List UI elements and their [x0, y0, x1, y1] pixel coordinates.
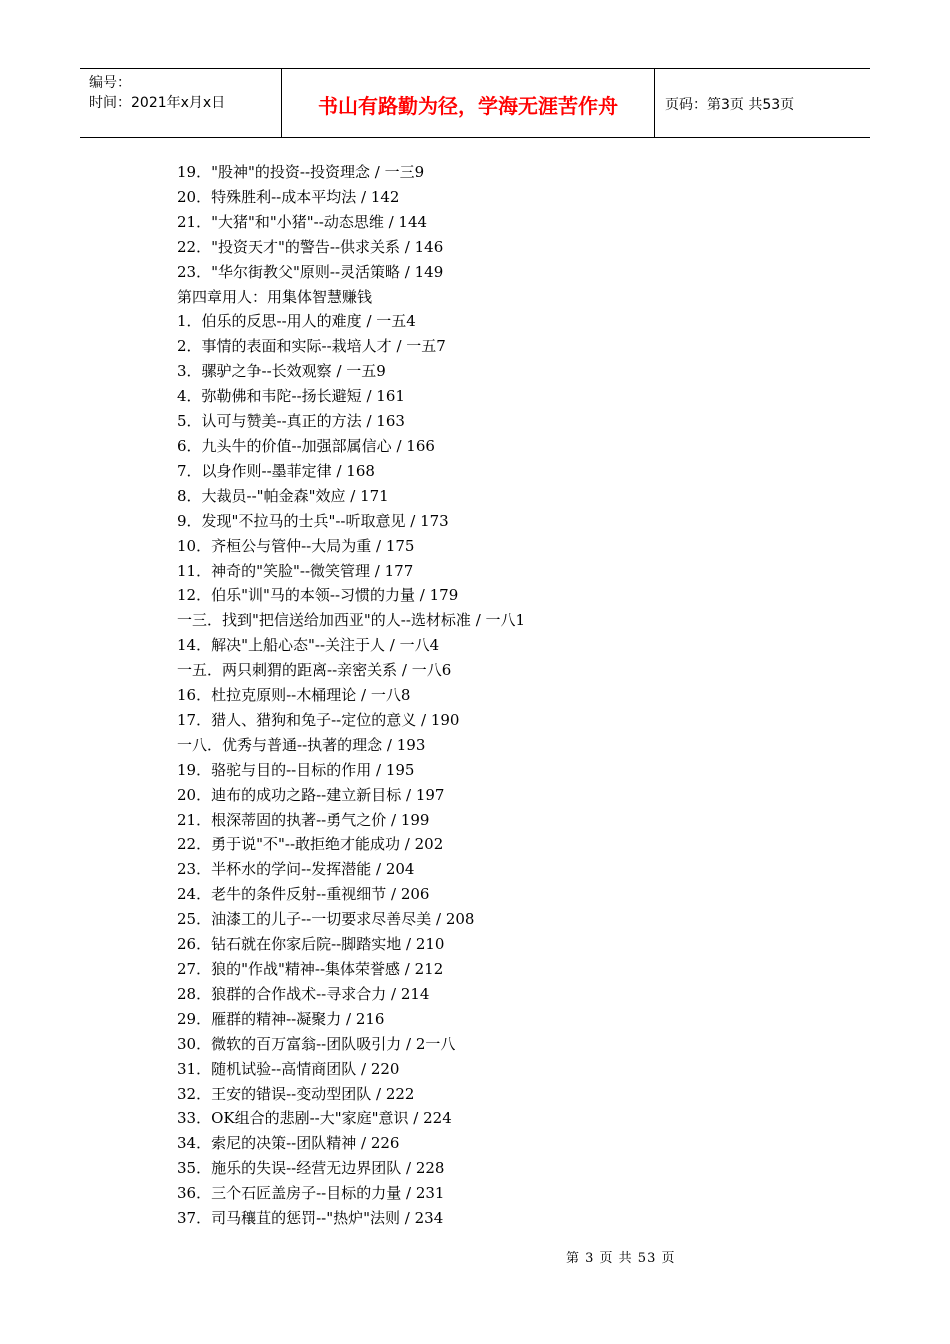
toc-entry: 7．以身作则--墨菲定律 / 168	[177, 461, 375, 480]
toc-entry: 29．雁群的精神--凝聚力 / 216	[177, 1009, 385, 1028]
toc-entry: 20．特殊胜利--成本平均法 / 142	[177, 187, 400, 206]
toc-entry: 25．油漆工的儿子--一切要求尽善尽美 / 208	[177, 910, 475, 929]
toc-entry: 33．OK组合的悲剧--大"家庭"意识 / 224	[177, 1109, 452, 1128]
toc-entry: 5．认可与赞美--真正的方法 / 163	[177, 412, 405, 431]
toc-entry: 2．事情的表面和实际--栽培人才 / 一五7	[177, 337, 446, 356]
toc-entry: 11．神奇的"笑脸"--微笑管理 / 177	[177, 561, 414, 580]
toc-entry: 19．"股神"的投资--投资理念 / 一三9	[177, 163, 425, 181]
toc-entry: 6．九头牛的价值--加强部属信心 / 166	[177, 436, 435, 455]
page-info: 页码：第3页 共53页	[665, 97, 795, 113]
toc-entry: 第四章用人：用集体智慧赚钱	[177, 287, 373, 306]
toc-entry: 34．索尼的决策--团队精神 / 226	[177, 1134, 400, 1153]
toc-entry: 22．"投资天才"的警告--供求关系 / 146	[177, 237, 444, 256]
toc-entry: 1．伯乐的反思--用人的难度 / 一五4	[177, 312, 416, 331]
toc-entry: 12．伯乐"训"马的本领--习惯的力量 / 179	[177, 586, 459, 605]
toc-entry: 17．猎人、猎狗和兔子--定位的意义 / 190	[177, 710, 460, 729]
page-header	[80, 68, 870, 138]
toc-entry: 23．半杯水的学问--发挥潜能 / 204	[177, 860, 415, 879]
toc-entry: 16．杜拉克原则--木桶理论 / 一八8	[177, 686, 411, 705]
page-footer: 第 3 页 共 53 页	[566, 1251, 676, 1266]
motto: 书山有路勤为径，学海无涯苦作舟	[318, 94, 618, 118]
toc-entry: 32．王安的错误--变动型团队 / 222	[177, 1084, 415, 1103]
toc-entry: 28．狼群的合作战术--寻求合力 / 214	[177, 984, 430, 1003]
toc-entry: 22．勇于说"不"--敢拒绝才能成功 / 202	[177, 835, 444, 854]
toc-entry: 21．"大猪"和"小猪"--动态思维 / 144	[177, 212, 428, 231]
header-meta	[80, 69, 282, 137]
toc-entry: 26．钻石就在你家后院--脚踏实地 / 210	[177, 935, 445, 954]
toc-entry: 3．骡驴之争--长效观察 / 一五9	[177, 362, 386, 381]
toc-entry: 23．"华尔街教父"原则--灵活策略 / 149	[177, 262, 444, 281]
toc-entry: 31．随机试验--高情商团队 / 220	[177, 1059, 400, 1078]
toc-entry: 35．施乐的失误--经营无边界团队 / 228	[177, 1159, 445, 1178]
toc-entry: 10．齐桓公与管仲--大局为重 / 175	[177, 536, 415, 555]
table-of-contents	[177, 160, 817, 1231]
toc-entry: 4．弥勒佛和韦陀--扬长避短 / 161	[177, 387, 405, 406]
toc-entry: 8．大裁员--"帕金森"效应 / 171	[177, 486, 389, 505]
toc-entry: 30．微软的百万富翁--团队吸引力 / 2一八	[177, 1034, 456, 1053]
date-line: 时间：2021年x月x日	[89, 95, 226, 111]
toc-entry: 9．发现"不拉马的士兵"--听取意见 / 173	[177, 511, 449, 530]
toc-entry: 24．老牛的条件反射--重视细节 / 206	[177, 885, 430, 904]
toc-entry: 20．迪布的成功之路--建立新目标 / 197	[177, 785, 445, 804]
toc-entry: 14．解决"上船心态"--关注于人 / 一八4	[177, 636, 440, 655]
toc-entry: 21．根深蒂固的执著--勇气之价 / 199	[177, 810, 430, 829]
toc-entry: 36．三个石匠盖房子--目标的力量 / 231	[177, 1184, 445, 1203]
toc-entry: 27．狼的"作战"精神--集体荣誉感 / 212	[177, 960, 444, 978]
number-label: 编号：	[89, 75, 131, 91]
toc-entry: 19．骆驼与目的--目标的作用 / 195	[177, 760, 415, 779]
toc-entry: 一三．找到"把信送给加西亚"的人--选材标准 / 一八1	[177, 611, 526, 630]
toc-entry: 一八．优秀与普通--执著的理念 / 193	[177, 735, 426, 754]
header-motto-cell	[282, 69, 655, 137]
toc-entry: 37．司马穰苴的惩罚--"热炉"法则 / 234	[177, 1209, 444, 1228]
toc-entry: 一五．两只刺猬的距离--亲密关系 / 一八6	[177, 661, 452, 680]
